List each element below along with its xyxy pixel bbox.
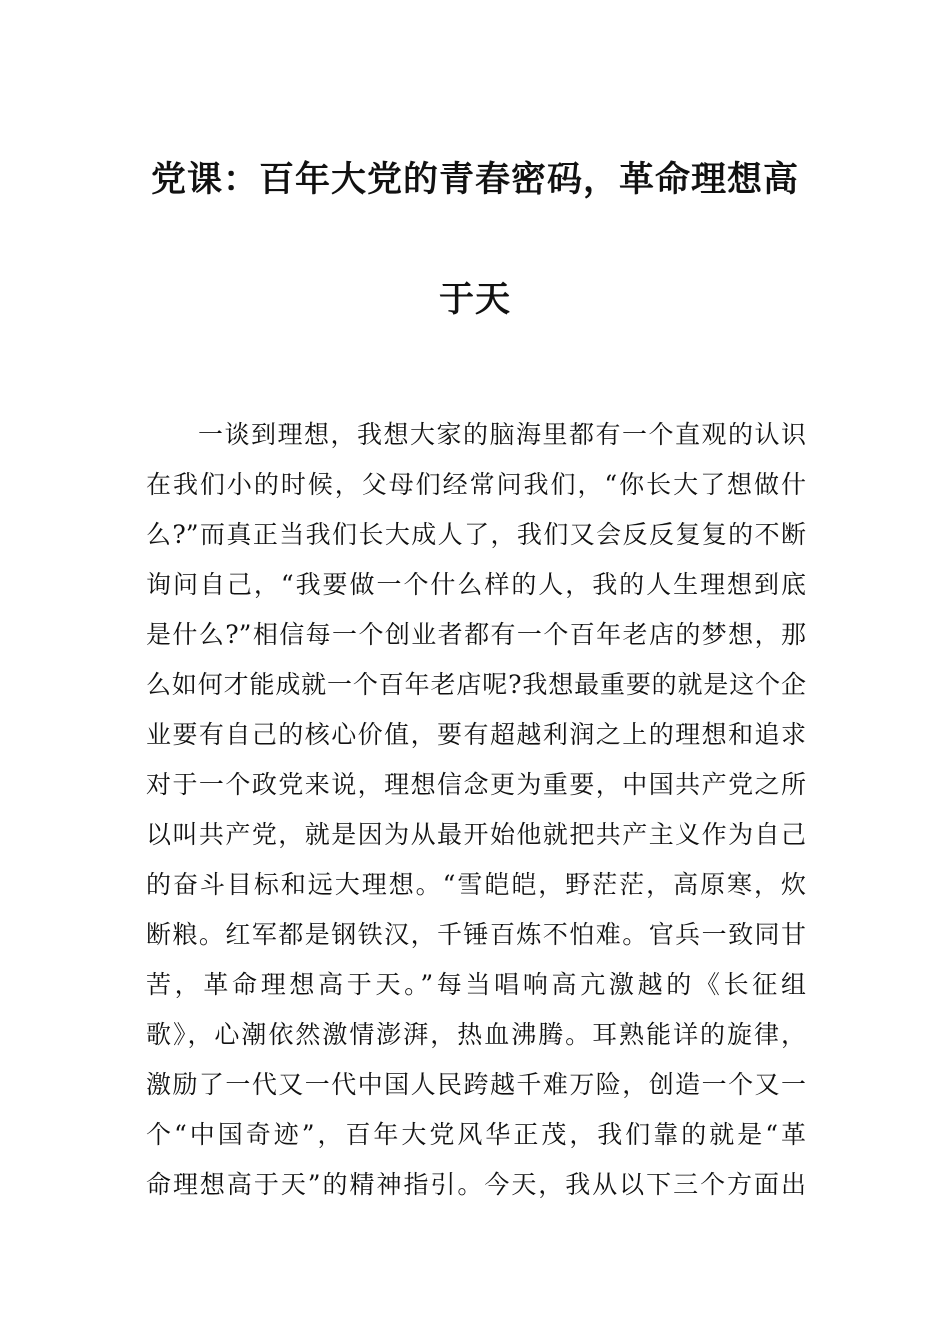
body-line: 是什么?”相信每一个创业者都有一个百年老店的梦想，那 [146, 620, 806, 649]
body-line: 命理想高于天”的精神指引。今天，我从以下三个方面出 [146, 1170, 806, 1199]
document-title-line-1: 党课：百年大党的青春密码，革命理想高 [150, 160, 799, 200]
body-line: 么如何才能成就一个百年老店呢?我想最重要的就是这个企 [146, 670, 806, 699]
body-line: 断粮。红军都是钢铁汉，千锤百炼不怕难。官兵一致同甘 [146, 920, 806, 949]
document-body [146, 410, 806, 1210]
body-line: 么?”而真正当我们长大成人了，我们又会反反复复的不断 [146, 520, 806, 549]
body-line: 个“中国奇迹”，百年大党风华正茂，我们靠的就是“革 [146, 1120, 806, 1149]
body-line: 歌》，心潮依然激情澎湃，热血沸腾。耳熟能详的旋律， [146, 1020, 806, 1049]
body-line: 在我们小的时候，父母们经常问我们，“你长大了想做什 [146, 470, 806, 499]
body-line: 业要有自己的核心价值，要有超越利润之上的理想和追求 [146, 720, 806, 749]
body-line: 激励了一代又一代中国人民跨越千难万险，创造一个又一 [146, 1070, 806, 1099]
body-line: 苦，革命理想高于天。”每当唱响高亢激越的《长征组 [146, 970, 806, 999]
document-title-line-2: 于天 [438, 280, 511, 320]
body-line: 对于一个政党来说，理想信念更为重要，中国共产党之所 [146, 770, 806, 799]
body-line: 的奋斗目标和远大理想。“雪皑皑，野茫茫，高原寒，炊 [146, 870, 806, 899]
body-line: 以叫共产党，就是因为从最开始他就把共产主义作为自己 [146, 820, 806, 849]
body-line: 一谈到理想，我想大家的脑海里都有一个直观的认识 [198, 420, 806, 449]
body-line: 询问自己，“我要做一个什么样的人，我的人生理想到底 [146, 570, 806, 599]
